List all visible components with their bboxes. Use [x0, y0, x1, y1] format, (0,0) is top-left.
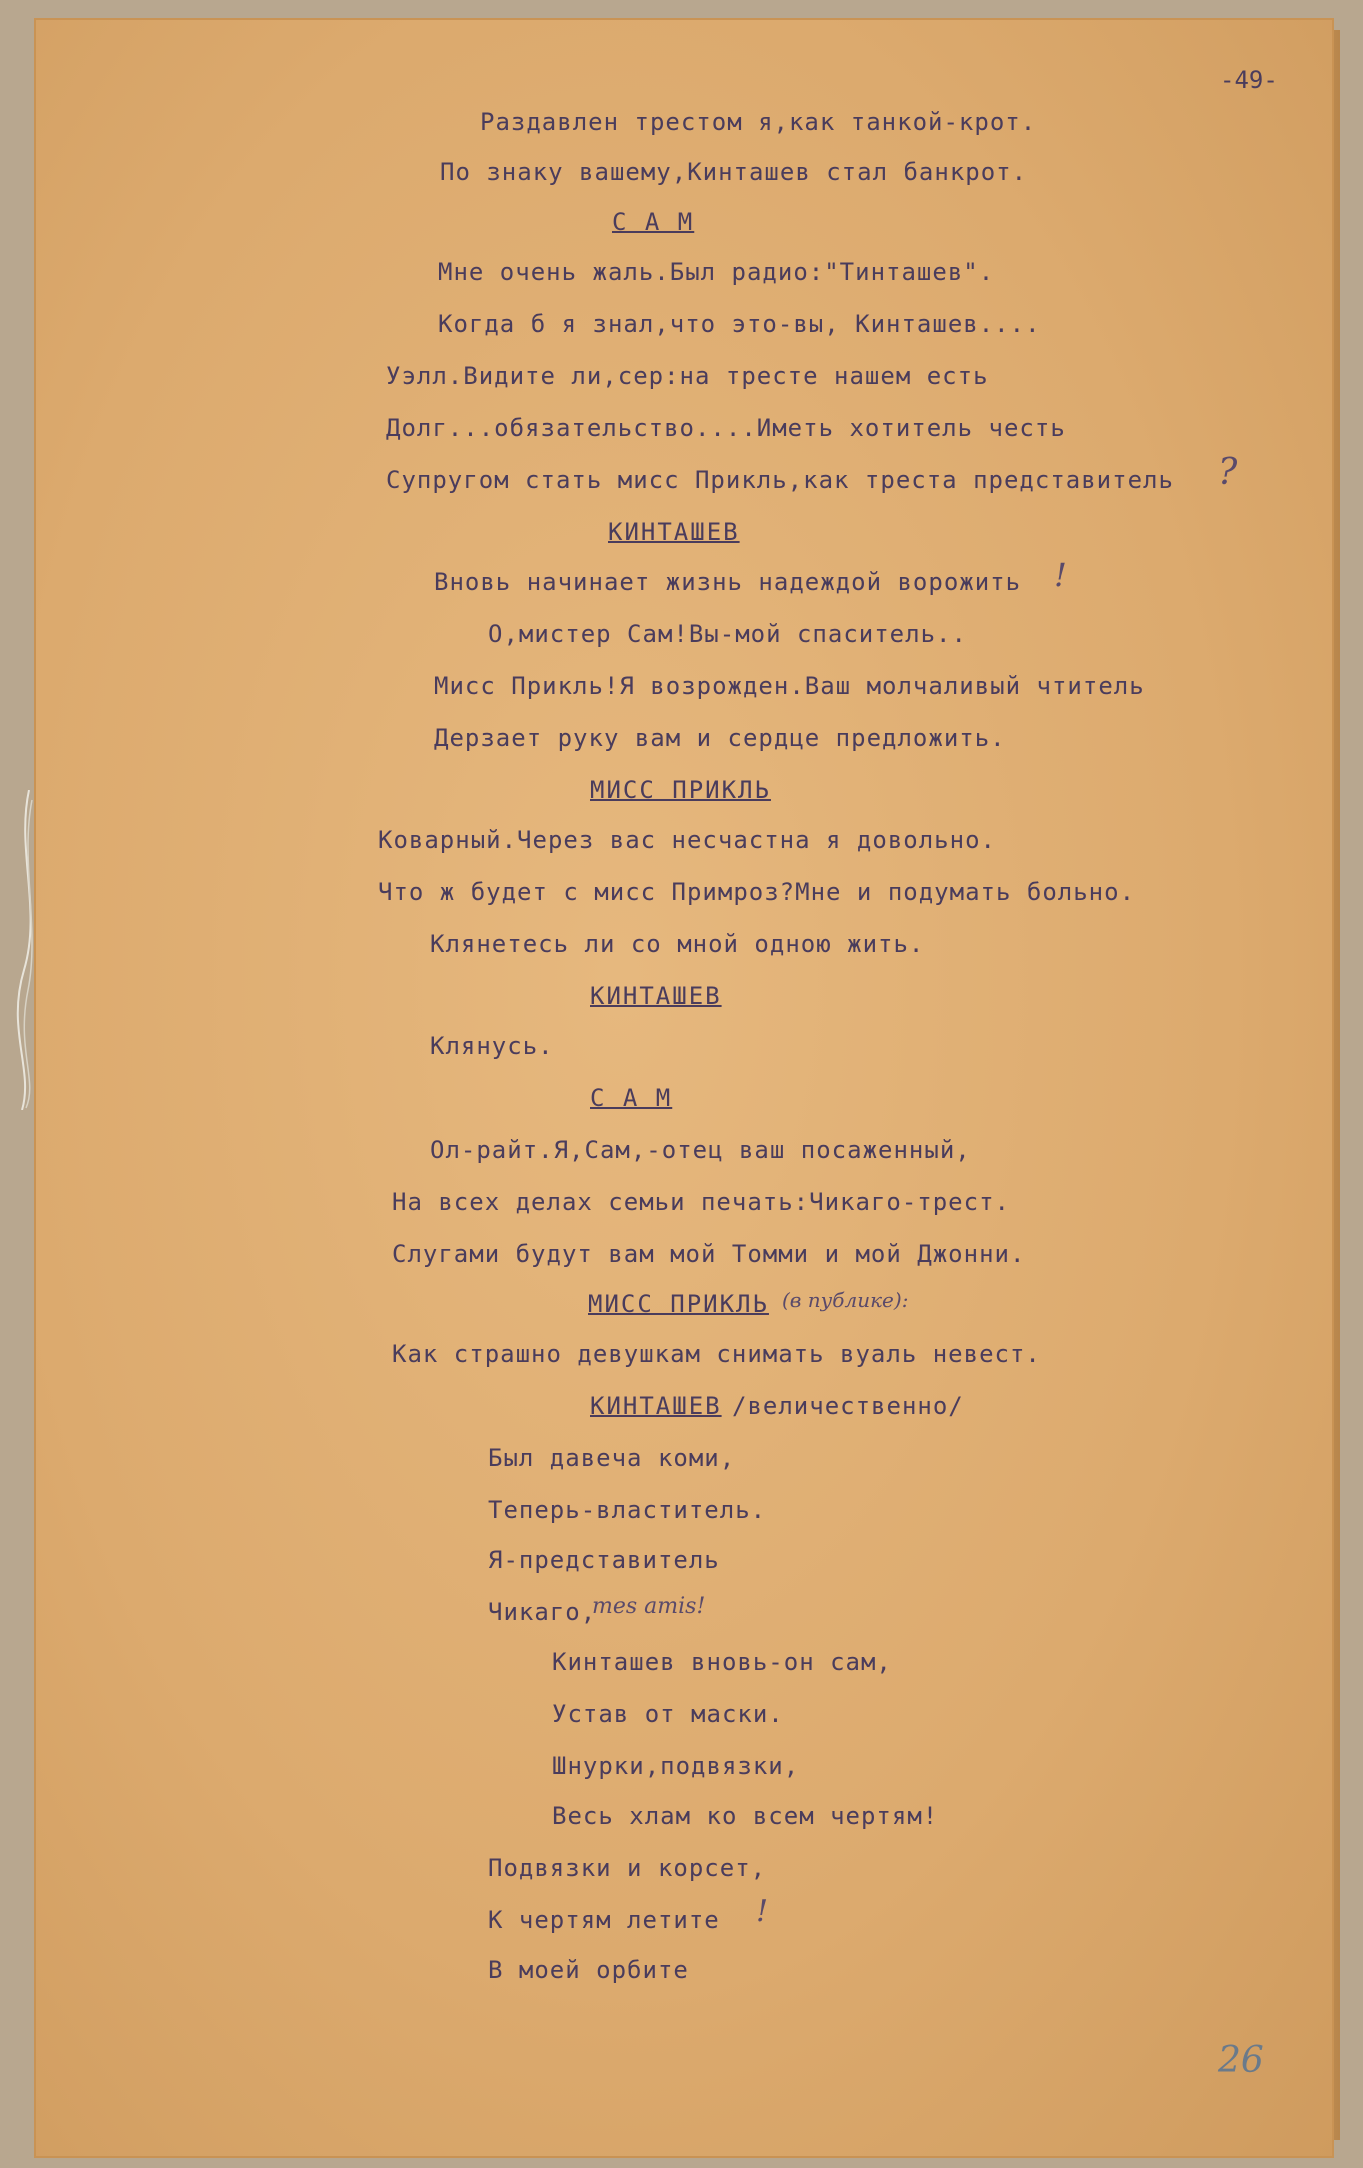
line-6: Долг...обязательство....Иметь хотитель честь — [386, 414, 1066, 442]
line-13: Что ж будет с мисс Примроз?Мне и подумать больно. — [378, 878, 1136, 906]
line-2: По знаку вашему,Кинташев стал банкрот. — [440, 158, 1028, 186]
binding-thread — [14, 790, 44, 1110]
speaker-kintashev: КИНТАШЕВ — [608, 518, 740, 546]
document-page — [34, 18, 1334, 2158]
speaker-miss-prikl: МИСС ПРИКЛЬ — [590, 776, 771, 804]
archive-folio-number: 26 — [1218, 2040, 1264, 2081]
speaker-sam: С А М — [612, 208, 695, 236]
line-10: Мисс Прикль!Я возрожден.Ваш молчаливый чтитель — [434, 672, 1145, 700]
line-22: Я-представитель — [488, 1546, 720, 1574]
line-18: Слугами будут вам мой Томми и мой Джонни. — [392, 1240, 1026, 1268]
line-27: Весь хлам ко всем чертям! — [552, 1802, 939, 1830]
line-5: Уэлл.Видите ли,сер:на тресте нашем есть — [386, 362, 989, 390]
line-4: Когда б я знал,что это-вы, Кинташев.... — [438, 310, 1041, 338]
line-7: Супругом стать мисс Прикль,как треста представитель — [386, 466, 1174, 494]
line-26: Шнурки,подвязки, — [552, 1752, 800, 1780]
line-14: Клянетесь ли со мной одною жить. — [430, 930, 925, 958]
page-number: -49- — [1220, 66, 1278, 94]
speaker-kintashev-2: КИНТАШЕВ — [590, 982, 722, 1010]
line-17: На всех делах семьи печать:Чикаго-трест. — [392, 1188, 1010, 1216]
line-9: О,мистер Сам!Вы-мой спаситель.. — [488, 620, 967, 648]
speaker-miss-prikl-2: МИСС ПРИКЛЬ — [588, 1290, 769, 1318]
line-11: Дерзает руку вам и сердце предложить. — [434, 724, 1006, 752]
line-16: Ол-райт.Я,Сам,-отец ваш посаженный, — [430, 1136, 971, 1164]
handwritten-question: ? — [1218, 452, 1238, 493]
line-28: Подвязки и корсет, — [488, 1854, 767, 1882]
line-24: Кинташев вновь-он сам, — [552, 1648, 892, 1676]
line-19: Как страшно девушкам снимать вуаль невест. — [392, 1340, 1041, 1368]
speaker-kintashev-3: КИНТАШЕВ — [590, 1392, 722, 1420]
line-23: Чикаго, — [488, 1598, 597, 1626]
line-21: Теперь-властитель. — [488, 1496, 767, 1524]
line-1: Раздавлен трестом я,как танкой-крот. — [480, 108, 1037, 136]
speaker-sam-2: С А М — [590, 1084, 673, 1112]
line-12: Коварный.Через вас несчастна я довольно. — [378, 826, 996, 854]
line-29: К чертям летите — [488, 1906, 720, 1934]
handwritten-excl-2: ! — [756, 1894, 769, 1929]
stage-direction-majestic: /величественно/ — [732, 1392, 964, 1420]
line-3: Мне очень жаль.Был радио:"Тинташев". — [438, 258, 995, 286]
handwritten-mes-amis: mes amis! — [592, 1594, 706, 1619]
stage-direction-aside: (в публике): — [782, 1288, 909, 1312]
line-15: Клянусь. — [430, 1032, 554, 1060]
line-8: Вновь начинает жизнь надеждой ворожить — [434, 568, 1022, 596]
line-30: В моей орбите — [488, 1956, 689, 1984]
handwritten-excl-1: ! — [1054, 556, 1067, 594]
line-25: Устав от маски. — [552, 1700, 784, 1728]
line-20: Был давеча коми, — [488, 1444, 736, 1472]
